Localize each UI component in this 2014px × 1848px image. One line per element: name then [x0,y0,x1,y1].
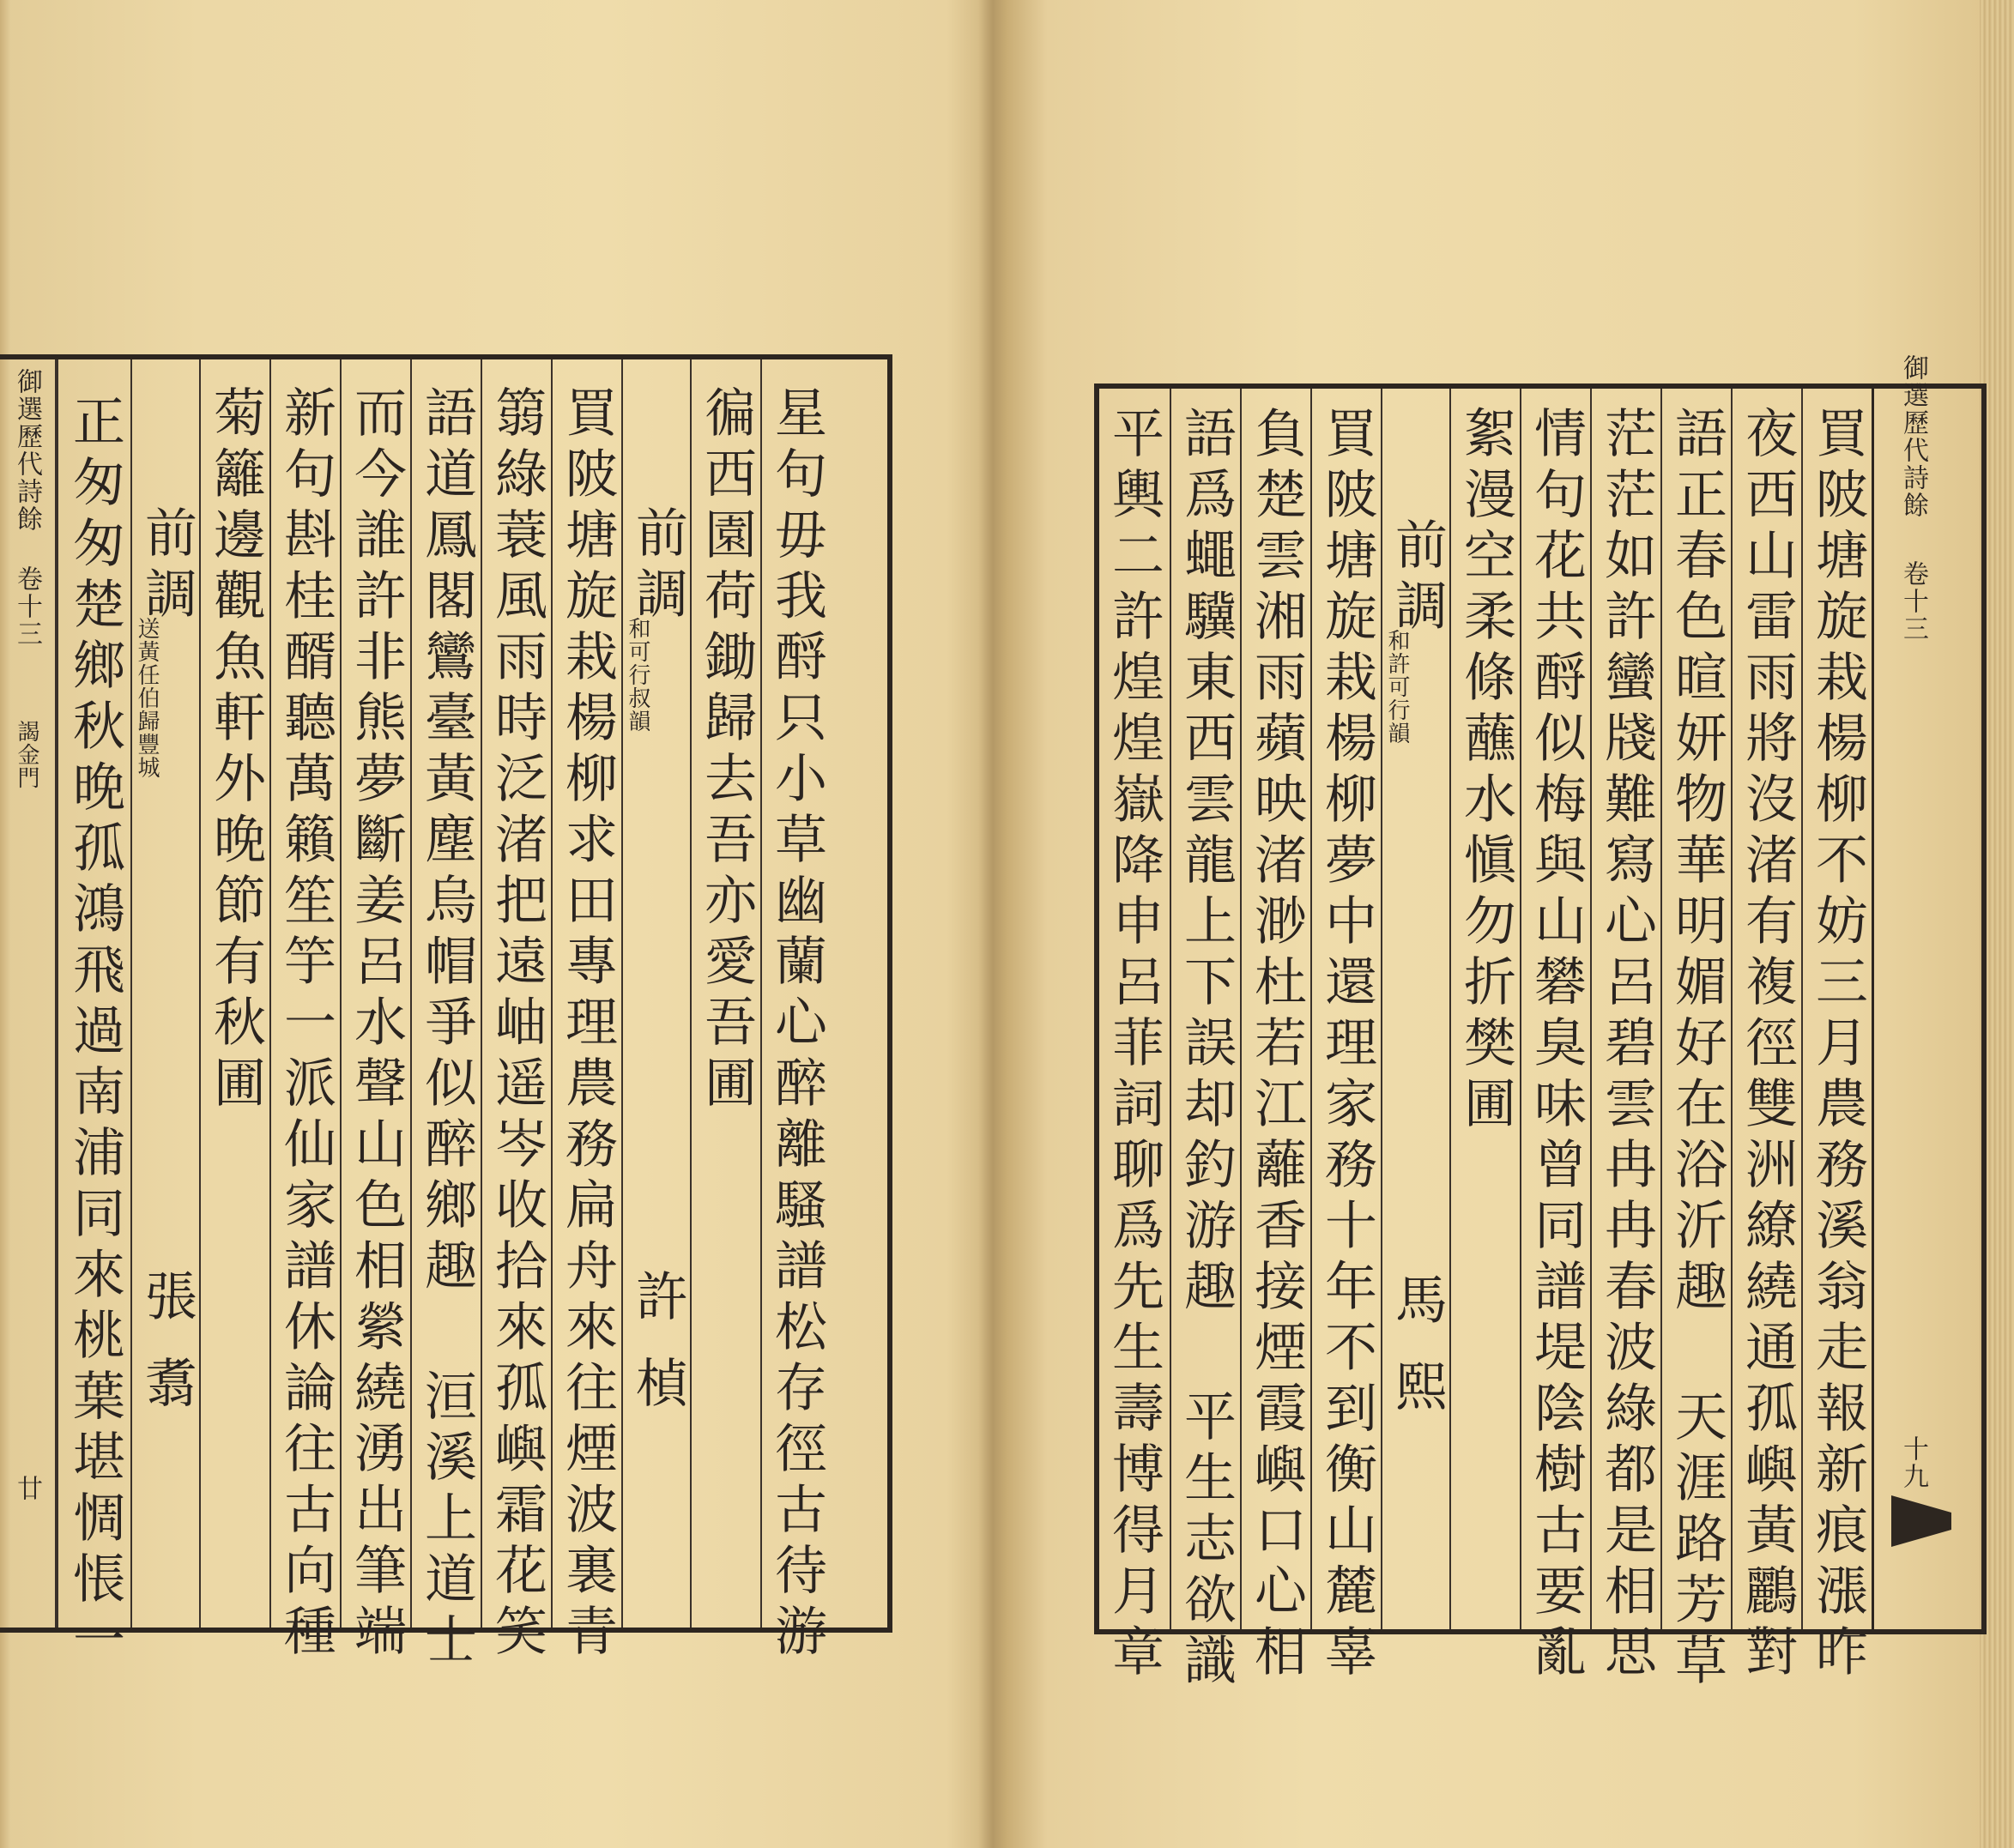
right-column-6 [1449,389,1520,1629]
left-column-4 [551,359,621,1664]
right-column-7 [1381,389,1449,1629]
left-column-1 [760,359,887,1664]
left-column-6 [410,359,481,1673]
left-column-5 [481,359,551,1664]
right-column-4 [1590,389,1660,1685]
right-column-text: 負楚雲湘雨蘋映渚渺杜若江蘺香接煙霞嶼口心相 [1246,406,1307,1685]
heading-note: 和許可行韻 [1384,629,1410,745]
right-page-frame [1094,354,1987,1694]
left-column-text: 而今誰許非熊夢斷姜呂水聲山色相縈繞湧出筆端 [346,385,407,1664]
right-column-text: 買陂塘旋栽楊柳不妨三月農務溪翁走報新痕漲昨 [1807,406,1868,1685]
right-column-text: 夜西山雷雨將沒渚有複徑雙洲繚繞通孤嶼黃鸝對 [1737,406,1798,1685]
left-margin-strip [0,359,57,1628]
right-margin-title: 御選歷代詩餘 [1898,354,1928,519]
left-column-text: 語道鳳閣鸞臺黃塵烏帽爭似醉鄉趣 洹溪上道士 [416,385,477,1673]
right-column-3 [1660,389,1731,1694]
right-margin-strip [1872,354,1983,1629]
heading-note: 送黃任伯歸豐城 [134,617,160,779]
left-margin-tune: 謁金門 [14,720,39,789]
left-column-text: 正匆匆楚鄉秋晚孤鴻飛過南浦同來桃葉堪惆悵一 [64,394,125,1673]
left-page-number: 廿 [12,1475,42,1502]
left-column-text: 星句毋我酹只小草幽蘭心醉離騷譜松存徑古待游 [766,385,827,1664]
right-column-2 [1731,389,1801,1685]
left-column-text: 買陂塘旋栽楊柳求田專理農務扁舟來往煙波裏青 [557,385,618,1664]
right-column-text: 茫茫如許蠻牋難寫心呂碧雲冉冉春波綠都是相思 [1596,406,1657,1685]
right-column-10 [1170,389,1240,1694]
left-column-8 [269,359,340,1664]
left-column-2 [690,359,760,1628]
left-column-11 [57,359,130,1673]
left-column-10 [130,359,199,1628]
left-margin-title: 御選歷代詩餘 [12,368,42,533]
left-column-text: 徧西園荷鋤歸去吾亦愛吾圃 [696,385,757,1116]
author-name: 許楨 [627,1269,688,1442]
fishtail-mark-icon [1891,1495,1951,1547]
right-column-text: 語正春色暄妍物華明媚好在浴沂趣 天涯路芳草 [1666,406,1727,1694]
right-column-9 [1240,389,1310,1685]
right-column-text: 絮漫空柔條蘸水愼勿折樊圃 [1455,406,1516,1137]
heading-qiandiao: 前調 [136,505,197,627]
right-column-8 [1310,389,1381,1685]
right-column-1 [1801,389,1872,1685]
author-name: 張翥 [136,1269,197,1442]
heading-qiandiao: 前調 [627,505,688,627]
left-column-text: 篛綠蓑風雨時泛渚把遠岫遥岑收拾來孤嶼霜花笑 [487,385,547,1664]
right-column-5 [1520,389,1590,1685]
right-column-text: 情句花共酹似梅與山礬臭味曾同譜堤陰樹古要亂 [1526,406,1587,1685]
author-name: 馬熙 [1387,1272,1448,1446]
left-column-9 [199,359,269,1628]
heading-note: 和可行叔韻 [625,617,650,733]
left-column-text: 菊籬邊觀魚軒外晚節有秋圃 [205,385,266,1116]
left-margin-volume: 卷十三 [12,565,42,648]
right-column-11 [1099,389,1170,1685]
left-column-text: 新句斟桂醑聽萬籟笙竽一派仙家譜休論往古向種 [275,385,336,1664]
right-page-number: 十九 [1898,1435,1928,1490]
book-fold [978,0,1007,1848]
right-margin-volume: 卷十三 [1898,560,1928,643]
right-column-text: 買陂塘旋栽楊柳夢中還理家務十年不到衡山麓辜 [1316,406,1377,1685]
right-column-text: 平輿二許煌煌嶽降申呂菲詞聊爲先生壽博得月章 [1104,406,1164,1685]
left-page-frame [0,354,892,1673]
left-column-7 [340,359,410,1664]
left-column-3 [621,359,690,1628]
right-column-text: 語爲蠅驥東西雲龍上下誤却釣游趣 平生志欲識 [1176,406,1237,1694]
heading-qiandiao: 前調 [1387,517,1448,639]
